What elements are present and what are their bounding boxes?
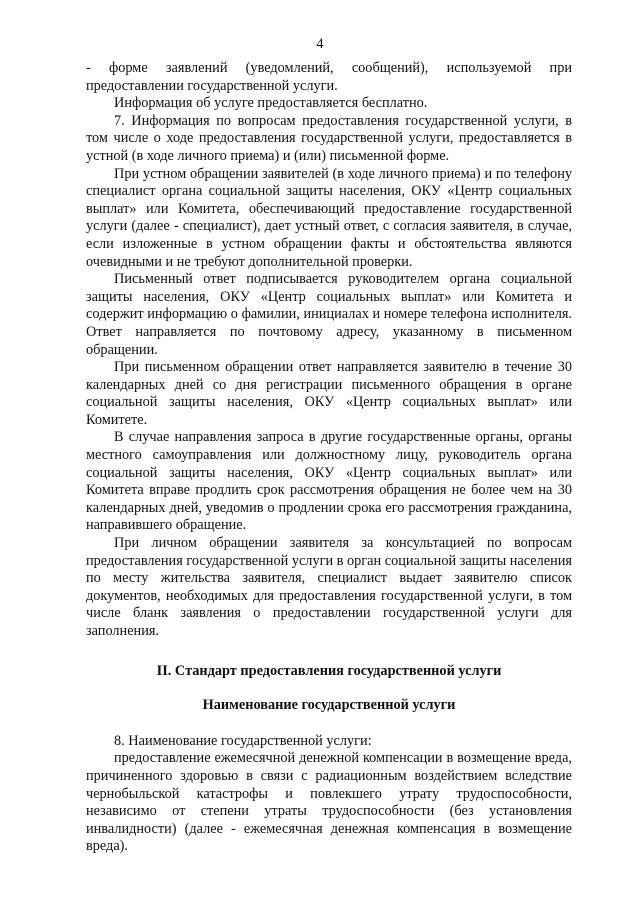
paragraph-extension-of-term: В случае направления запроса в другие государственные органы, органы местного самоуправления или должностному лицу, руководитель органа социальной защиты населения, ОКУ «Центр социальных выплат» или Комитета вправе продлить срок рассмотрения обращения не более чем на 30 календарных дней, уведомив о продлении срока его рассмотрения гражданина, направившего обращение. xyxy=(86,429,572,534)
paragraph-service-name: предоставление ежемесячной денежной компенсации в возмещение вреда, причиненного здоровью в связи с радиационным воздействием вследствие чернобыльской катастрофы и повлекшего утрату трудоспособности, независимо от степени утраты трудоспособности (без установления инвалидности) (далее - ежемесячная денежная компенсация в возмещение вреда). xyxy=(86,750,572,855)
paragraph-oral-request: При устном обращении заявителей (в ходе личного приема) и по телефону специалист органа социальной защиты населения, ОКУ «Центр социальных выплат» или Комитета, обеспечивающий предоставление государственной услуги (далее - специалист), дает устный ответ, с согласия заявителя, в случае, если изложенные в устном обращении факты и обстоятельства являются очевидными и не требуют дополнительной проверки. xyxy=(86,165,572,270)
document-body xyxy=(86,60,572,856)
page-number: 4 xyxy=(316,36,324,52)
paragraph-item-7: 7. Информация по вопросам предоставления государственной услуги, в том числе о ходе предоставления государственной услуги, предоставляется в устной (в ходе личного приема) и (или) письменной форме. xyxy=(86,112,572,164)
paragraph-personal-consultation: При личном обращении заявителя за консультацией по вопросам предоставления государственной услуги в орган социальной защиты населения по месту жительства заявителя, специалист выдает заявителю список документов, необходимых для предоставления государственной услуги, в том числе бланк заявления о предоставлении государственной услуги для заполнения. xyxy=(86,535,572,639)
paragraph-item-8: 8. Наименование государственной услуги: xyxy=(114,732,372,749)
paragraph-form-of-applications: - форме заявлений (уведомлений, сообщений), используемой при предоставлении государственной услуги. xyxy=(86,60,572,94)
paragraph-written-request-deadline: При письменном обращении ответ направляется заявителю в течение 30 календарных дней со дня регистрации письменного обращения в органе социальной защиты населения, ОКУ «Центр социальных выплат» или Комитете. xyxy=(86,359,572,428)
paragraph-free-info: Информация об услуге предоставляется бесплатно. xyxy=(114,95,428,112)
paragraph-written-answer: Письменный ответ подписывается руководителем органа социальной защиты населения, ОКУ «Центр социальных выплат» или Комитета и содержит информацию о фамилии, инициалах и номере телефона исполнителя. Ответ направляется по почтовому адресу, указанному в письменном обращении. xyxy=(86,271,572,358)
section-heading: II. Стандарт предоставления государственной услуги xyxy=(156,662,502,679)
subsection-heading: Наименование государственной услуги xyxy=(202,697,456,714)
